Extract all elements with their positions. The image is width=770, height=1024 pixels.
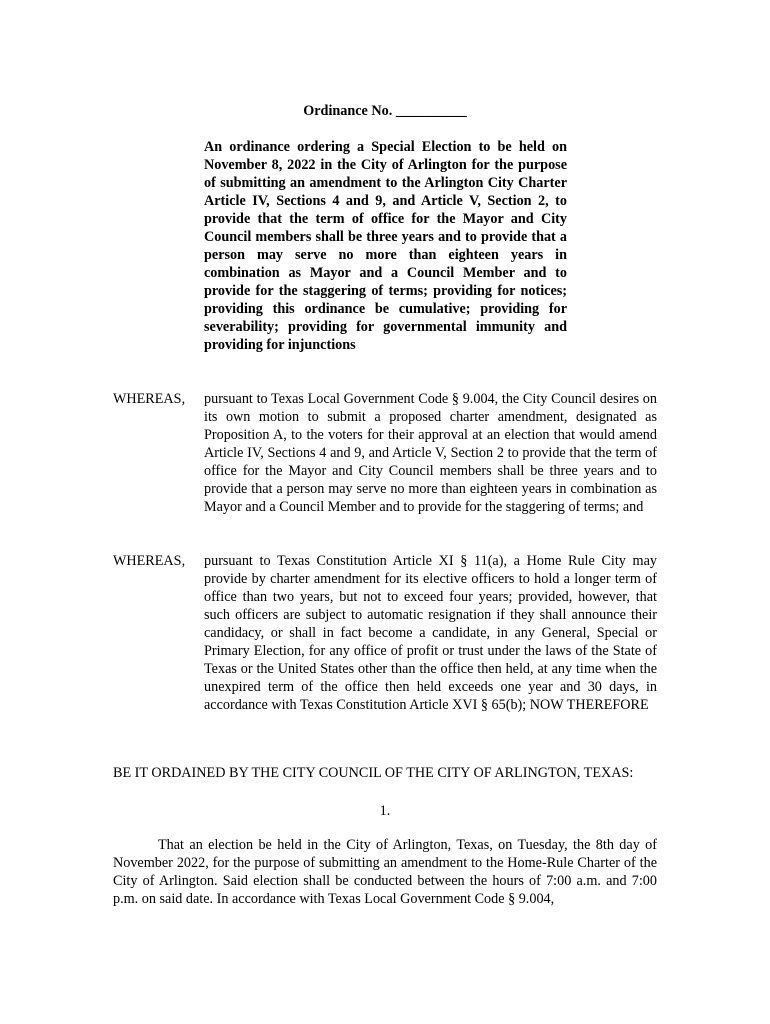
whereas-label-1: WHEREAS,	[113, 391, 186, 407]
ordinance-title: Ordinance No. __________	[303, 103, 467, 119]
whereas-clause-1: pursuant to Texas Local Government Code § 9.004, the City Council desires on its own motion to submit a proposed charter amendment, designated as Proposition A, to the voters for their approval at an election that would amend Article IV, Sections 4 and 9, and Article V, Section 2 to provide that the term of office for the Mayor and City Council members shall be three years and to provide that a person may serve no more than eighteen years in combination as Mayor and a Council Member and to provide for the staggering of terms; and	[204, 391, 657, 515]
ordaining-clause: BE IT ORDAINED BY THE CITY COUNCIL OF THE CITY OF ARLINGTON, TEXAS:	[113, 765, 634, 781]
ordinance-abstract: An ordinance ordering a Special Election to be held on November 8, 2022 in the City of Arlington for the purpose of submitting an amendment to the Arlington City Charter Article IV, Sections 4 and 9, and Article V, Section 2, to provide that the term of office for the Mayor and City Council members shall be three years and to provide that a person may serve no more than eighteen years in combination as Mayor and a Council Member and to provide for the staggering of terms; providing for notices; providing this ordinance be cumulative; providing for severability; providing for governmental immunity and providing for injunctions	[204, 139, 567, 353]
section-body: That an election be held in the City of Arlington, Texas, on Tuesday, the 8th day of November 2022, for the purpose of submitting an amendment to the Home-Rule Charter of the City of Arlington. Said election shall be conducted between the hours of 7:00 a.m. and 7:00 p.m. on said date. In accordance with Texas Local Government Code § 9.004,	[113, 837, 657, 907]
whereas-clause-2: pursuant to Texas Constitution Article XI § 11(a), a Home Rule City may provide by charter amendment for its elective officers to hold a longer term of office than two years, but not to exceed four years; provided, however, that such officers are subject to automatic resignation if they shall announce their candidacy, or shall in fact become a candidate, in any General, Special or Primary Election, for any office of profit or trust under the laws of the State of Texas or the United States other than the office then held, at any time when the unexpired term of the office then held exceeds one year and 30 days, in accordance with Texas Constitution Article XVI § 65(b); NOW THEREFORE	[204, 553, 657, 713]
whereas-label-2: WHEREAS,	[113, 553, 186, 569]
section-number: 1.	[379, 803, 391, 819]
